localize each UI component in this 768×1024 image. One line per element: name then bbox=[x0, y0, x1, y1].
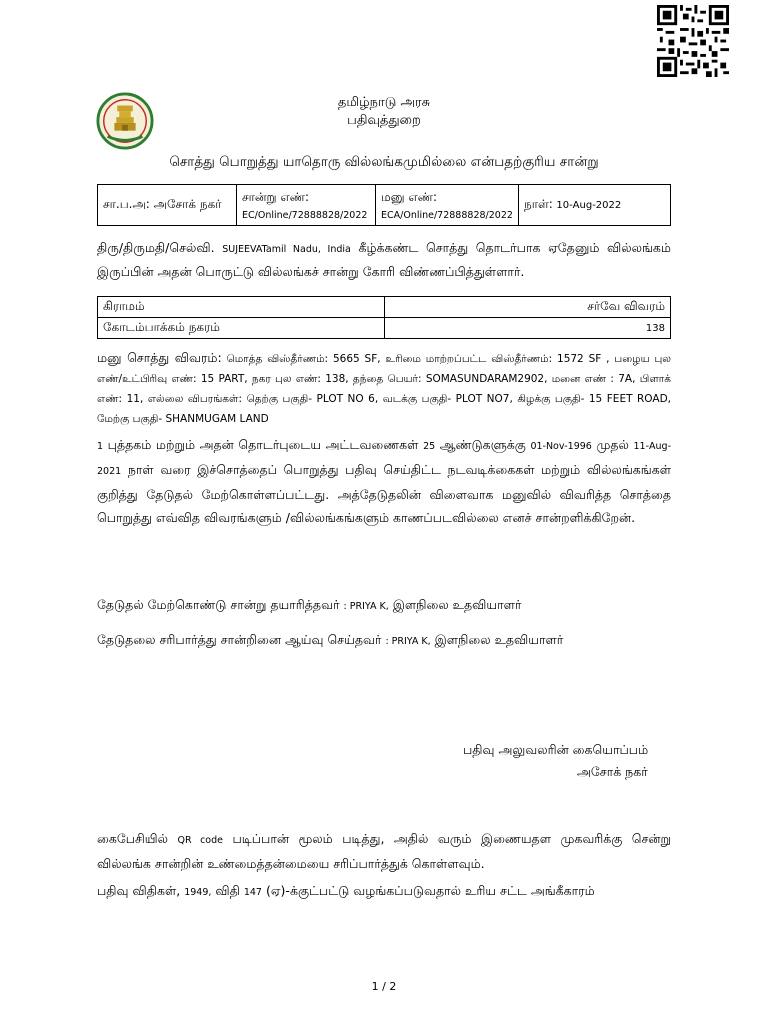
search-paragraph bbox=[97, 433, 671, 529]
property-label: மனு சொத்து விவரம்: bbox=[97, 350, 222, 365]
search-text-1: புத்தகம் மற்றும் அதன் தொடர்புடைய அட்டவணைகள் bbox=[107, 437, 419, 452]
date-label: நாள்: bbox=[524, 197, 553, 211]
signature-title: பதிவு அலுவலரின் கையொப்பம் bbox=[463, 742, 649, 757]
village-header: கிராமம் bbox=[98, 297, 385, 318]
from-date: 01-Nov-1996 bbox=[530, 441, 592, 452]
qr-code bbox=[657, 5, 729, 77]
qr-instructions bbox=[97, 827, 671, 875]
rules-number: 147 bbox=[243, 887, 262, 898]
app-number-label: மனு எண்: bbox=[381, 189, 438, 204]
certificate-title: சொத்து பொறுத்து யாதொரு வில்லங்கமுமில்லை என்பதற்குரிய சான்று bbox=[169, 154, 599, 170]
years-count: 25 bbox=[423, 441, 436, 452]
search-text-2: ஆண்டுகளுக்கு bbox=[439, 437, 526, 452]
page-number: 1 / 2 bbox=[371, 980, 397, 993]
office-cell: சா.ப.அ: அசோக் நகர் bbox=[98, 185, 237, 226]
location-table bbox=[97, 296, 671, 339]
date-cell bbox=[519, 185, 671, 226]
prepared-role: இளநிலை உதவியாளர் bbox=[392, 597, 522, 612]
department-name: பதிவுத்துறை bbox=[347, 113, 421, 128]
books-count: 1 bbox=[97, 441, 104, 452]
applicant-paragraph bbox=[97, 237, 671, 283]
search-text-3: முதல் bbox=[596, 437, 629, 452]
qr-text-2: படிப்பான் மூலம் படித்து, அதில் வரும் இணையதள முகவரிக்கு சென்று வில்லங்க சான்றின் உண்மைத்தன்மையை சரிப்பார்த்துக் கொள்ளவும். bbox=[97, 831, 671, 871]
survey-header: சர்வே விவரம் bbox=[385, 297, 671, 318]
survey-value: 138 bbox=[385, 318, 671, 339]
verified-label: தேடுதலை சரிபார்த்து சான்றினை ஆய்வு செய்தவர் bbox=[97, 632, 382, 647]
cert-number-label: சான்று எண்: bbox=[242, 189, 310, 204]
certificate-meta-table bbox=[97, 184, 671, 226]
rules-year: 1949, bbox=[184, 887, 212, 898]
rules-text-2: விதி bbox=[215, 883, 240, 898]
verified-by-line bbox=[97, 632, 563, 649]
cert-number-cell bbox=[237, 185, 376, 226]
signature-office: அசோக் நகர் bbox=[577, 764, 648, 779]
applicant-name: SUJEEVATamil Nadu, India bbox=[222, 244, 351, 255]
applicant-text-2: வில்லங்கம் இருப்பின் அதன் பொருட்டு வில்லங்கச் சான்று கோரி விண்ணப்பித்துள்ளார். bbox=[97, 240, 671, 279]
app-number: ECA/Online/72888828/2022 bbox=[381, 209, 513, 221]
search-text-4: நாள் வரை இச்சொத்தைப் பொறுத்து பதிவு செய்திட்ட நடவடிக்கைகள் மற்றும் வில்லங்கங்கள் குறித்து தேடுதல் மேற்கொள்ளப்பட்டது. அத்தேடுதலின் விளைவாக மனுவில் விவரித்த சொத்தை பொறுத்து எவ்வித விவரங்களும் /வில்லங்கங்களும் காணப்படவில்லை எனச் சான்றளிக்கிறேன். bbox=[97, 462, 671, 525]
qr-code-label: QR code bbox=[177, 835, 223, 846]
rules-text-3: (ஏ)-க்குட்பட்டு வழங்கப்படுவதால் உரிய சட்ட அங்கீகாரம் bbox=[265, 883, 595, 898]
date-value: 10-Aug-2022 bbox=[556, 200, 622, 211]
verified-role: இளநிலை உதவியாளர் bbox=[434, 632, 564, 647]
applicant-text-1: கீழ்க்கண்ட சொத்து தொடர்பாக ஏதேனும் bbox=[358, 240, 600, 255]
qr-text-1: கைபேசியில் bbox=[97, 831, 168, 846]
app-number-cell bbox=[376, 185, 519, 226]
rules-text-1: பதிவு விதிகள், bbox=[97, 883, 181, 898]
prepared-name: : PRIYA K, bbox=[343, 601, 389, 612]
applicant-prefix: திரு/திருமதி/செல்வி. bbox=[97, 240, 215, 255]
village-value: கோடம்பாக்கம் நகரம் bbox=[98, 318, 385, 339]
verified-name: : PRIYA K, bbox=[385, 636, 431, 647]
prepared-label: தேடுதல் மேற்கொண்டு சான்று தயாரித்தவர் bbox=[97, 597, 340, 612]
cert-number: EC/Online/72888828/2022 bbox=[242, 209, 368, 221]
to-date: 11-Aug-2021 bbox=[97, 441, 672, 477]
government-name: தமிழ்நாடு அரசு bbox=[337, 95, 431, 110]
property-details bbox=[97, 348, 671, 429]
rules-line bbox=[97, 883, 671, 900]
prepared-by-line bbox=[97, 597, 521, 614]
property-text: மொத்த விஸ்தீர்ணம்: 5665 SF, உரிமை மாற்றப்பட்ட விஸ்தீர்ணம்: 1572 SF , பழைய புல எண்/உட்பிரிவு எண்: 15 PART, நகர புல எண்: 138, தந்தை பெயர்: SOMASUNDARAM2902, மனை எண் : 7A, பிளாக் எண்: 11, எல்லை விபரங்கள்: தெற்கு பகுதி- PLOT NO 6, வடக்கு பகுதி- PLOT NO7, கிழக்கு பகுதி- 15 FEET ROAD, மேற்கு பகுதி- SHANMUGAM LAND bbox=[97, 353, 671, 425]
